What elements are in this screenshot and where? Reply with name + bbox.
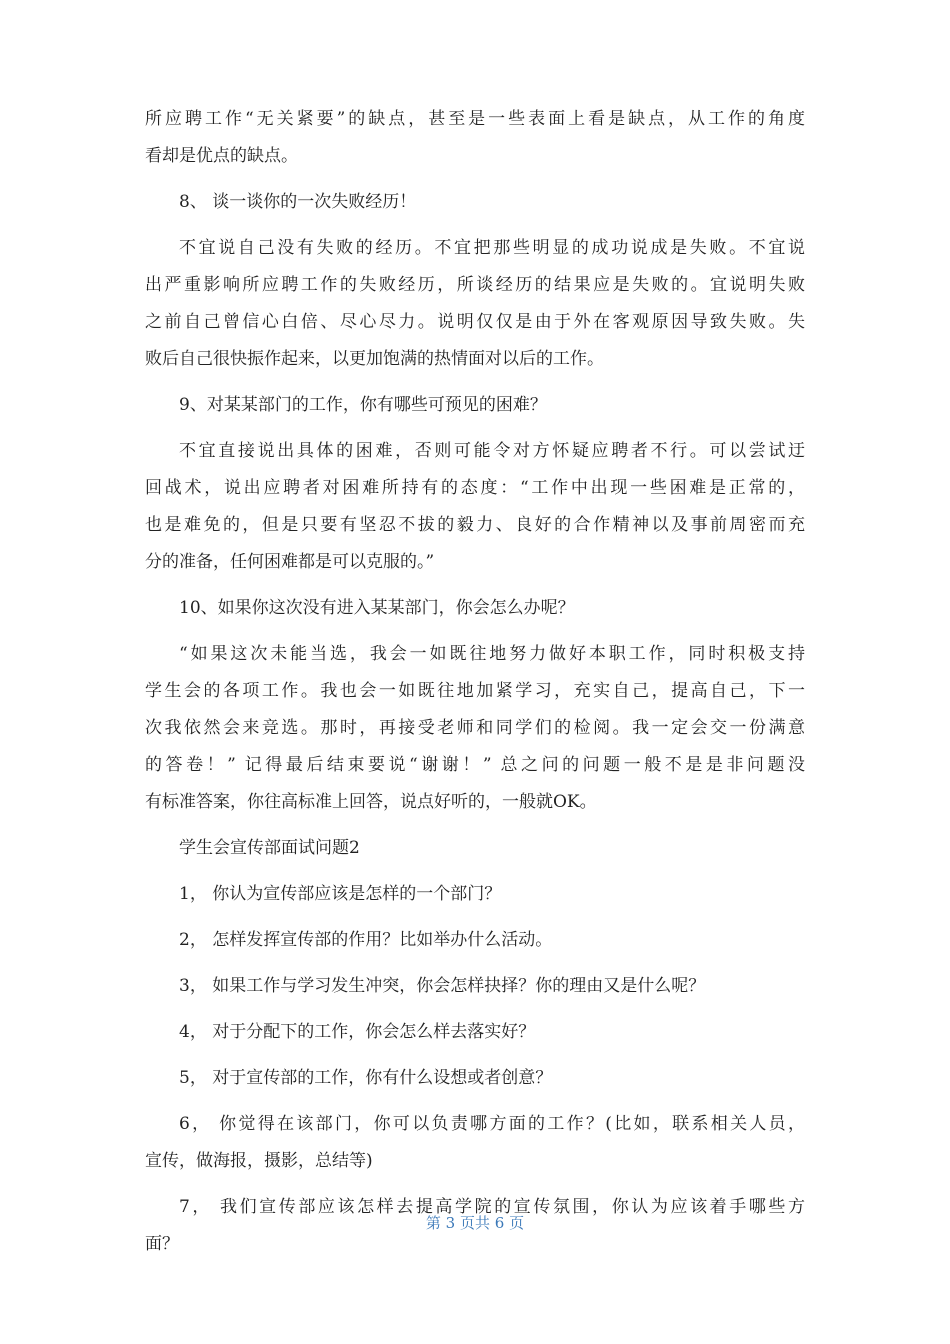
text-line: 宣传，做海报，摄影，总结等) <box>145 1151 373 1171</box>
text-line: 出严重影响所应聘工作的失败经历，所谈经历的结果应是失败的。宜说明失败 <box>145 275 805 295</box>
text-line: 次我依然会来竞选。那时，再接受老师和同学们的检阅。我一定会交一份满意 <box>145 718 805 738</box>
list-item: 3， 如果工作与学习发生冲突，你会怎样抉择？你的理由又是什么呢？ <box>179 976 706 996</box>
text-line: 学生会的各项工作。我也会一如既往地加紧学习，充实自己，提高自己，下一 <box>145 681 805 701</box>
text-line: 回战术，说出应聘者对困难所持有的态度：“工作中出现一些困难是正常的， <box>145 478 805 498</box>
question-heading: 9、对某某部门的工作，你有哪些可预见的困难？ <box>179 395 547 415</box>
text-line: 分的准备，任何困难都是可以克服的。” <box>145 552 435 572</box>
list-item: 7， 我们宣传部应该怎样去提高学院的宣传氛围，你认为应该着手哪些方 <box>179 1197 805 1217</box>
question-heading: 8、 谈一谈你的一次失败经历！ <box>179 192 417 212</box>
list-item: 2， 怎样发挥宣传部的作用？比如举办什么活动。 <box>179 930 553 950</box>
text-line: 之前自己曾信心白倍、尽心尽力。说明仅仅是由于外在客观原因导致失败。失 <box>145 312 805 332</box>
text-line: 也是难免的，但是只要有坚忍不拔的毅力、良好的合作精神以及事前周密而充 <box>145 515 805 535</box>
text-line: 不宜直接说出具体的困难，否则可能令对方怀疑应聘者不行。可以尝试迂 <box>179 441 805 461</box>
text-line: 所应聘工作“无关紧要”的缺点，甚至是一些表面上看是缺点，从工作的角度 <box>145 109 805 129</box>
text-line: 面？ <box>145 1234 179 1254</box>
section-heading: 学生会宣传部面试问题2 <box>179 838 360 858</box>
list-item: 6， 你觉得在该部门，你可以负责哪方面的工作？(比如，联系相关人员， <box>179 1114 805 1134</box>
text-line: 败后自己很快振作起来，以更加饱满的热情面对以后的工作。 <box>145 349 604 369</box>
question-heading: 10、如果你这次没有进入某某部门，你会怎么办呢？ <box>179 598 575 618</box>
text-line: “如果这次未能当选，我会一如既往地努力做好本职工作，同时积极支持 <box>179 644 805 664</box>
list-item: 5， 对于宣传部的工作，你有什么设想或者创意？ <box>179 1068 553 1088</box>
list-item: 1， 你认为宣传部应该是怎样的一个部门？ <box>179 884 502 904</box>
page-number: 第 3 页共 6 页 <box>425 1214 525 1232</box>
text-line: 看却是优点的缺点。 <box>145 146 298 166</box>
text-line: 有标准答案，你往高标准上回答，说点好听的，一般就OK。 <box>145 792 597 812</box>
document-body <box>145 101 805 1263</box>
list-item: 4， 对于分配下的工作，你会怎么样去落实好？ <box>179 1022 536 1042</box>
text-line: 的答卷！” 记得最后结束要说“谢谢！” 总之问的问题一般不是是非问题没 <box>145 755 805 775</box>
text-line: 不宜说自己没有失败的经历。不宜把那些明显的成功说成是失败。不宜说 <box>179 238 805 258</box>
